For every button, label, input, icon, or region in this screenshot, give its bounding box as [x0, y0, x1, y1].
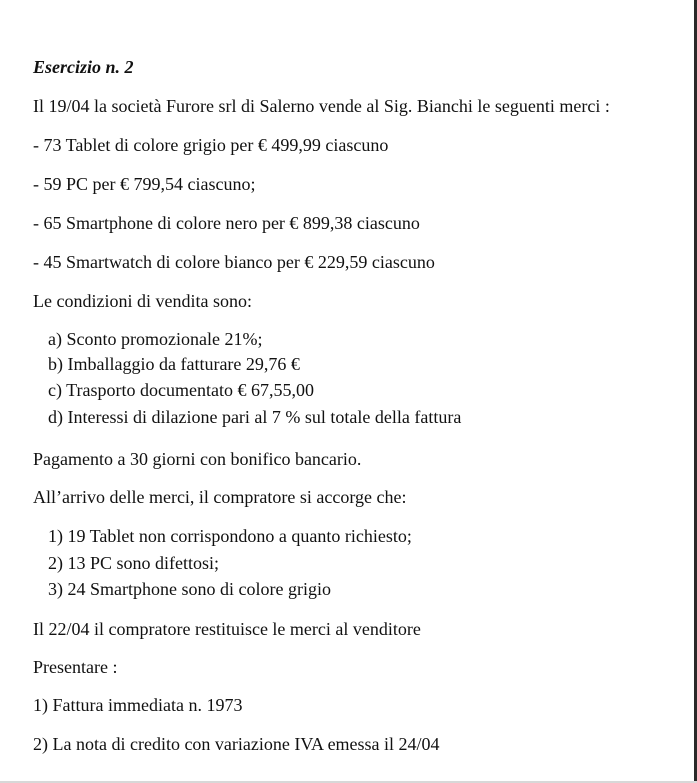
condition-item-b: b) Imballaggio da fatturare 29,76 €: [48, 354, 300, 374]
intro-paragraph: Il 19/04 la società Furore srl di Salerno vende al Sig. Bianchi le seguenti merci :: [33, 96, 610, 116]
return-note: Il 22/04 il compratore restituisce le merci al venditore: [33, 619, 421, 639]
goods-item-smartphone: - 65 Smartphone di colore nero per € 899,38 ciascuno: [33, 213, 420, 233]
issue-item-1: 1) 19 Tablet non corrispondono a quanto richiesto;: [48, 526, 412, 546]
arrival-paragraph: All’arrivo delle merci, il compratore si accorge che:: [33, 487, 407, 507]
goods-item-tablet: - 73 Tablet di colore grigio per € 499,99 ciascuno: [33, 135, 389, 155]
goods-item-smartwatch: - 45 Smartwatch di colore bianco per € 229,59 ciascuno: [33, 252, 435, 272]
exercise-title: Esercizio n. 2: [33, 57, 134, 77]
task-item-1: 1) Fattura immediata n. 1973: [33, 695, 243, 715]
condition-item-a: a) Sconto promozionale 21%;: [48, 329, 263, 349]
goods-item-pc: - 59 PC per € 799,54 ciascuno;: [33, 174, 256, 194]
payment-terms: Pagamento a 30 giorni con bonifico bancario.: [33, 449, 362, 469]
condition-item-c: c) Trasporto documentato € 67,55,00: [48, 380, 314, 400]
issue-item-3: 3) 24 Smartphone sono di colore grigio: [48, 579, 331, 599]
present-heading: Presentare :: [33, 657, 118, 677]
condition-item-d: d) Interessi di dilazione pari al 7 % sul totale della fattura: [48, 407, 462, 427]
issue-item-2: 2) 13 PC sono difettosi;: [48, 553, 220, 573]
task-item-2: 2) La nota di credito con variazione IVA emessa il 24/04: [33, 734, 440, 754]
conditions-heading: Le condizioni di vendita sono:: [33, 291, 252, 311]
